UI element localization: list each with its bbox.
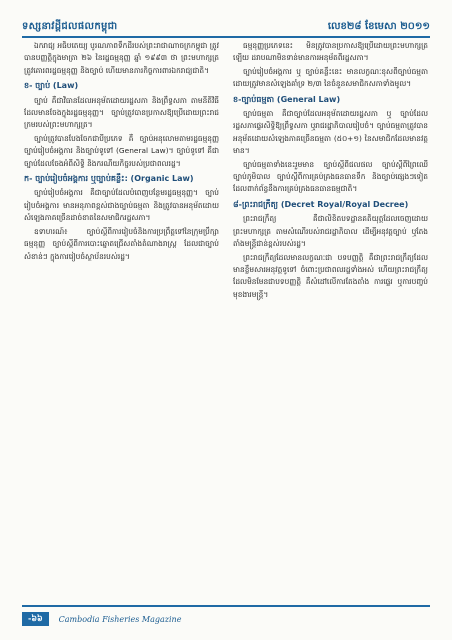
right-column (233, 40, 428, 600)
left-column (24, 40, 219, 600)
issue-info: លេខ២៨ ខែមេសា ២០១១ (327, 21, 430, 32)
page-number: -៦៦ (22, 612, 49, 626)
paragraph: ធម្មនុញ្ញប្រភេទនេះ មិនត្រូវបានប្រកាសឱ្យប្រើដោយព្រះមហាក្សត្រឡើយ ដរាបណាមិនទាន់មានការអនុម័តពីរដ្ឋសភា។ (233, 41, 428, 63)
page-footer (22, 605, 430, 628)
magazine-title-khmer: ទស្សនាវដ្តីជលផលកម្ពុជា (22, 21, 118, 32)
article-body (24, 40, 428, 600)
paragraph: ច្បាប់ត្រូវបានបែងចែកជាបីប្រភេទ គឺ ច្បាប់អនុលោមតាមរដ្ឋធម្មនុញ្ញ ច្បាប់រៀបចំអង្គការ និងច្បាប់ទូទៅ (General Law)។ ច្បាប់ទូទៅ គឺជាច្បាប់ដែលចែងអំពីសិទ្ធិ និងករណីយកិច្ចរបស់ប្រជាពលរដ្ឋ។ (24, 133, 219, 168)
paragraph: ព្រះរាជក្រឹត្យ គឺជាលិខិតបទដ្ឋានគតិយុត្តដែលចេញដោយព្រះមហាក្សត្រ តាមសំណើរបស់រាជរដ្ឋាភិបាល ដើម្បីអនុវត្តច្បាប់ ឬតែងតាំងមន្ត្រីជាន់ខ្ពស់របស់រដ្ឋ។ (233, 214, 428, 249)
paragraph: ច្បាប់រៀបចំអង្គការ គឺជាច្បាប់ដែលបំពេញបន្ថែមរដ្ឋធម្មនុញ្ញ។ ច្បាប់រៀបចំអង្គការ មានអនុភាពខ្ពស់ជាងច្បាប់ធម្មតា និងត្រូវបានអនុម័តដោយសំឡេងភាគច្រើនដាច់ខាតនៃសមាជិករដ្ឋសភា។ (24, 188, 219, 223)
section-heading: ខ-ច្បាប់ធម្មតា (General Law) (233, 94, 341, 104)
section-heading: ៨-ព្រះរាជក្រឹត្យ (Decret Royal/Royal Decree) (233, 199, 409, 209)
paragraph: ឧទាហរណ៍៖ ច្បាប់ស្តីពីការរៀបចំនិងការប្រព្រឹត្តទៅនៃក្រុមប្រឹក្សាធម្មនុញ្ញ ច្បាប់ស្តីពីការបោះឆ្នោតជ្រើសតាំងតំណាងរាស្ត្រ ដែលជាច្បាប់សំខាន់ៗ ក្នុងការរៀបចំស្ថាប័នរបស់រដ្ឋ។ (24, 226, 219, 261)
paragraph: ច្បាប់ធម្មតាទាំងនេះរួមមាន ច្បាប់ស្តីពីជលផល ច្បាប់ស្តីពីព្រៃឈើ ច្បាប់ភូមិបាល ច្បាប់ស្តីពីការគ្រប់គ្រងធនធានទឹក និងច្បាប់ផ្សេងៗទៀត ដែលពាក់ព័ន្ធនឹងការគ្រប់គ្រងធនធានធម្មជាតិ។ (233, 159, 428, 194)
section-heading: ខ- ច្បាប់ (Law) (24, 81, 79, 91)
page-header (22, 12, 430, 38)
paragraph: ច្បាប់ គឺជាវិធានដែលអនុម័តដោយរដ្ឋសភា និងព្រឹទ្ធសភា តាមនីតិវិធីដែលមានចែងក្នុងរដ្ឋធម្មនុញ្ញ។ ច្បាប់ត្រូវបានប្រកាសឱ្យប្រើដោយព្រះរាជក្រមរបស់ព្រះមហាក្សត្រ។ (24, 95, 219, 130)
paragraph: ឯករាជ្យ អធិបតេយ្យ បូរណភាពទឹកដីរបស់ព្រះរាជាណាចក្រកម្ពុជា ត្រូវបានបញ្ញត្តិក្នុងមាត្រា ២៦ នៃរដ្ឋធម្មនុញ្ញ ឆ្នាំ ១៩៩៣ ថា ព្រះមហាក្សត្រ ត្រូវគោរពរដ្ឋធម្មនុញ្ញ និងច្បាប់ ហើយមានភារកិច្ចការពារឯករាជ្យជាតិ។ (24, 41, 219, 75)
section-heading: ក- ច្បាប់រៀបចំអង្គការ ឬច្បាប់គន្លឹះ: (Organic Law) (24, 174, 194, 184)
paragraph: ច្បាប់រៀបចំអង្គការ ឬ ច្បាប់គន្លឹះនេះ មានលក្ខណៈខុសពីច្បាប់ធម្មតា ដោយត្រូវមានសំឡេងគាំទ្រ ២/៣ នៃចំនួនសមាជិកសភាទាំងមូល។ (233, 66, 428, 89)
paragraph: ព្រះរាជក្រឹត្យដែលមានលក្ខណៈជា បទបញ្ញត្តិ គឺជាព្រះរាជក្រឹត្យដែលមានខ្លឹមសារអនុវត្តទូទៅ ចំពោះប្រជាពលរដ្ឋទាំងអស់ ហើយព្រះរាជក្រឹត្យដែលមិនមែនជាបទបញ្ញត្តិ គឺសំដៅលើការតែងតាំង ការផ្ទេរ ឬការបញ្ចប់មុខងារមន្ត្រី។ (233, 252, 428, 299)
magazine-name: Cambodia Fisheries Magazine (58, 614, 182, 624)
paragraph: ច្បាប់ធម្មតា គឺជាច្បាប់ដែលអនុម័តដោយរដ្ឋសភា ឬ ច្បាប់ដែលរដ្ឋសភាផ្ទេរសិទ្ធិឱ្យព្រឹទ្ធសភា ឬរាជរដ្ឋាភិបាលរៀបចំ។ ច្បាប់ធម្មតាត្រូវបានអនុម័តដោយសំឡេងភាគច្រើនធម្មតា (៥០+១) នៃសមាជិកដែលមានវត្តមាន។ (233, 109, 428, 156)
